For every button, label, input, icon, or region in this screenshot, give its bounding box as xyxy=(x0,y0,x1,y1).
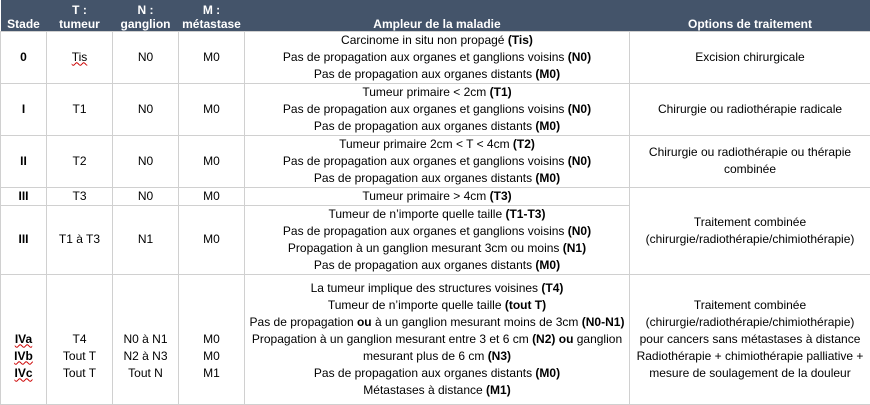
table-row xyxy=(1,187,870,205)
m-cell: M0 xyxy=(179,205,245,274)
stage-cell: IVa IVb IVc xyxy=(1,274,47,404)
extent-cell: Carcinome in situ non propagé (Tis) Pas de propagation aux organes et ganglions voisins (N0) Pas de propagation aux organes distants (M0) xyxy=(245,31,630,83)
t-cell: T1 à T3 xyxy=(47,205,113,274)
stage-cell: II xyxy=(1,135,47,187)
table-row xyxy=(1,274,870,404)
t-cell: T3 xyxy=(47,187,113,205)
extent-cell: Tumeur primaire < 2cm (T1) Pas de propagation aux organes et ganglions voisins (N0) Pas de propagation aux organes distants (M0) xyxy=(245,83,630,135)
extent-cell: Tumeur primaire 2cm < T < 4cm (T2) Pas de propagation aux organes et ganglions voisins (N0) Pas de propagation aux organes distants (M0) xyxy=(245,135,630,187)
table-row xyxy=(1,135,870,187)
treatment-cell: Chirurgie ou radiothérapie radicale xyxy=(630,83,870,135)
table-row xyxy=(1,31,870,83)
n-cell: N0 xyxy=(113,83,179,135)
t-cell: T2 xyxy=(47,135,113,187)
n-cell: N0 xyxy=(113,31,179,83)
extent-cell: La tumeur implique des structures voisines (T4) Tumeur de n’importe quelle taille (tout T) Pas de propagation ou à un ganglion mesurant moins de 3cm (N0-N1) Propagation à un ganglion mesurant entre 3 et 6 cm (N2) ou ganglion mesurant plus de 6 cm (N3) Pas de propagation aux organes distants (M0) Métastases à distance (M1) xyxy=(245,274,630,404)
header-metastasis: M : métastase xyxy=(179,0,245,31)
t-cell: Tis xyxy=(47,31,113,83)
treatment-cell: Excision chirurgicale xyxy=(630,31,870,83)
m-cell: M0 xyxy=(179,83,245,135)
n-cell: N0 à N1 N2 à N3 Tout N xyxy=(113,274,179,404)
m-cell: M0 M0 M1 xyxy=(179,274,245,404)
m-cell: M0 xyxy=(179,187,245,205)
treatment-cell: Chirurgie ou radiothérapie ou thérapie combinée xyxy=(630,135,870,187)
n-cell: N0 xyxy=(113,187,179,205)
header-tumor: T : tumeur xyxy=(47,0,113,31)
m-cell: M0 xyxy=(179,31,245,83)
treatment-cell: Traitement combinée (chirurgie/radiothérapie/chimiothérapie) pour cancers sans métastases à distance Radiothérapie + chimiothérapie palliative + mesure de soulagement de la douleur xyxy=(630,274,870,404)
stage-cell: III xyxy=(1,187,47,205)
table-row xyxy=(1,83,870,135)
header-treatment: Options de traitement xyxy=(630,0,870,31)
t-cell: T4 Tout T Tout T xyxy=(47,274,113,404)
header-node: N : ganglion xyxy=(113,0,179,31)
table-header-row xyxy=(1,0,870,31)
m-cell: M0 xyxy=(179,135,245,187)
stage-cell: III xyxy=(1,205,47,274)
extent-cell: Tumeur de n’importe quelle taille (T1-T3) Pas de propagation aux organes et ganglions voisins (N0) Propagation à un ganglion mesurant 3cm ou moins (N1) Pas de propagation aux organes distants (M0) xyxy=(245,205,630,274)
extent-cell: Tumeur primaire > 4cm (T3) xyxy=(245,187,630,205)
header-extent: Ampleur de la maladie xyxy=(245,0,630,31)
header-stage: Stade xyxy=(1,0,47,31)
stage-cell: 0 xyxy=(1,31,47,83)
t-cell: T1 xyxy=(47,83,113,135)
n-cell: N1 xyxy=(113,205,179,274)
treatment-cell: Traitement combinée (chirurgie/radiothérapie/chimiothérapie) xyxy=(630,187,870,274)
n-cell: N0 xyxy=(113,135,179,187)
stage-cell: I xyxy=(1,83,47,135)
